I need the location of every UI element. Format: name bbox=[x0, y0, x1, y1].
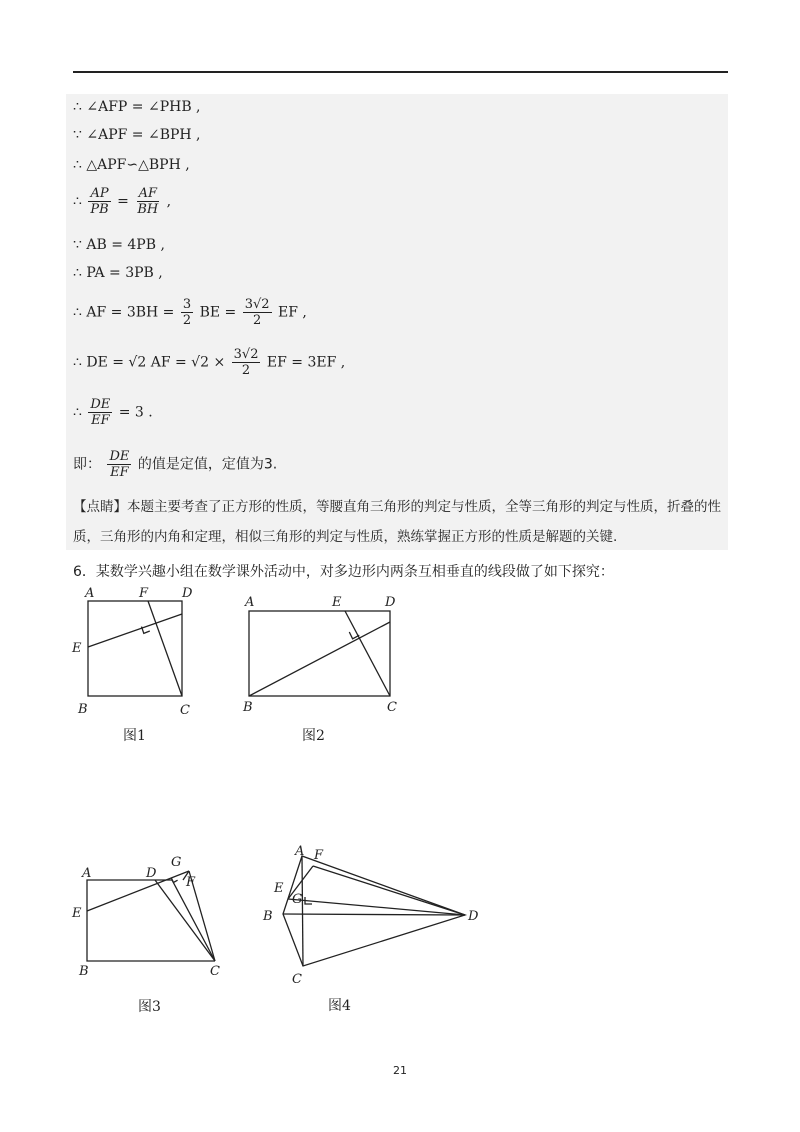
label-D: D bbox=[146, 866, 157, 881]
step-line: ∴ ∠AFP = ∠PHB , bbox=[73, 99, 201, 115]
fraction: $\frac{3√2}{2}$ bbox=[233, 347, 259, 378]
page-number: 21 bbox=[393, 1064, 407, 1077]
label-C: C bbox=[180, 703, 190, 718]
question-6: 6．某数学兴趣小组在数学课外活动中，对多边形内两条互相垂直的线段做了如下探究： bbox=[73, 564, 614, 580]
label-A: A bbox=[245, 595, 255, 610]
result-line: ∴ $\frac{DE}{EF}$ = 3 . bbox=[73, 397, 153, 428]
label-A: A bbox=[85, 586, 95, 601]
label-B: B bbox=[243, 700, 253, 715]
comment-text: 本题主要考查了正方形的性质，等腰直角三角形的判定与性质，全等三角形的判定与性质，折叠的性质，三角形的内角和定理，相似三角形的判定与性质，熟练掌握正方形的性质是解题的关键. bbox=[73, 499, 721, 545]
fraction: $\frac{3√2}{2}$ bbox=[244, 297, 270, 328]
figure-2-caption: 图2 bbox=[302, 728, 325, 744]
figure-3 bbox=[65, 850, 240, 1020]
comment-tag: 【点睛】 bbox=[73, 499, 127, 515]
label-B: B bbox=[78, 702, 88, 717]
label-E: E bbox=[72, 641, 82, 656]
label-A: A bbox=[82, 866, 92, 881]
label-D: D bbox=[385, 595, 396, 610]
label-E: E bbox=[274, 881, 284, 896]
fraction: $\frac{AP}{PB}$ bbox=[90, 186, 109, 217]
step-line: ∵ AB = 4PB , bbox=[73, 237, 165, 253]
label-E: E bbox=[332, 595, 342, 610]
conclusion-line: 即： $\frac{DE}{EF}$ 的值是定值，定值为3. bbox=[73, 449, 278, 480]
label-G: G bbox=[171, 855, 182, 870]
label-E: E bbox=[72, 906, 82, 921]
figure-1-caption: 图1 bbox=[123, 728, 146, 744]
label-F: F bbox=[186, 875, 196, 890]
label-A: A bbox=[295, 844, 305, 859]
step-line: ∴ △APF∽△BPH , bbox=[73, 157, 190, 173]
label-C: C bbox=[210, 964, 220, 979]
label-C: C bbox=[387, 700, 397, 715]
step-line: ∴ PA = 3PB , bbox=[73, 265, 163, 281]
comment-paragraph bbox=[73, 492, 725, 552]
figure-2 bbox=[235, 584, 410, 744]
fraction: $\frac{3}{2}$ bbox=[182, 297, 192, 328]
figure-1 bbox=[65, 584, 210, 744]
label-D: D bbox=[468, 909, 479, 924]
step-line: ∵ ∠APF = ∠BPH , bbox=[73, 127, 201, 143]
label-B: B bbox=[79, 964, 89, 979]
fraction: $\frac{AF}{BH}$ bbox=[137, 186, 159, 217]
label-C: C bbox=[292, 972, 302, 987]
label-D: D bbox=[182, 586, 193, 601]
fraction: $\frac{DE}{EF}$ bbox=[109, 449, 130, 480]
label-F: F bbox=[314, 848, 324, 863]
figure-4-caption: 图4 bbox=[328, 998, 351, 1014]
de-line: ∴ DE = √2 AF = √2 × $\frac{3√2}{2}$ EF = 3EF , bbox=[73, 347, 346, 378]
label-F: F bbox=[139, 586, 149, 601]
figure-3-caption: 图3 bbox=[138, 999, 161, 1015]
ratio-line: ∴ $\frac{AP}{PB}$ = $\frac{AF}{BH}$ , bbox=[73, 186, 172, 217]
header-rule bbox=[73, 71, 728, 73]
af-line: ∴ AF = 3BH = $\frac{3}{2}$ BE = $\frac{3√2}{2}$ EF , bbox=[73, 297, 307, 328]
figure-4 bbox=[255, 838, 490, 1018]
label-B: B bbox=[263, 909, 273, 924]
label-G: G bbox=[292, 892, 303, 907]
fraction: $\frac{DE}{EF}$ bbox=[90, 397, 111, 428]
